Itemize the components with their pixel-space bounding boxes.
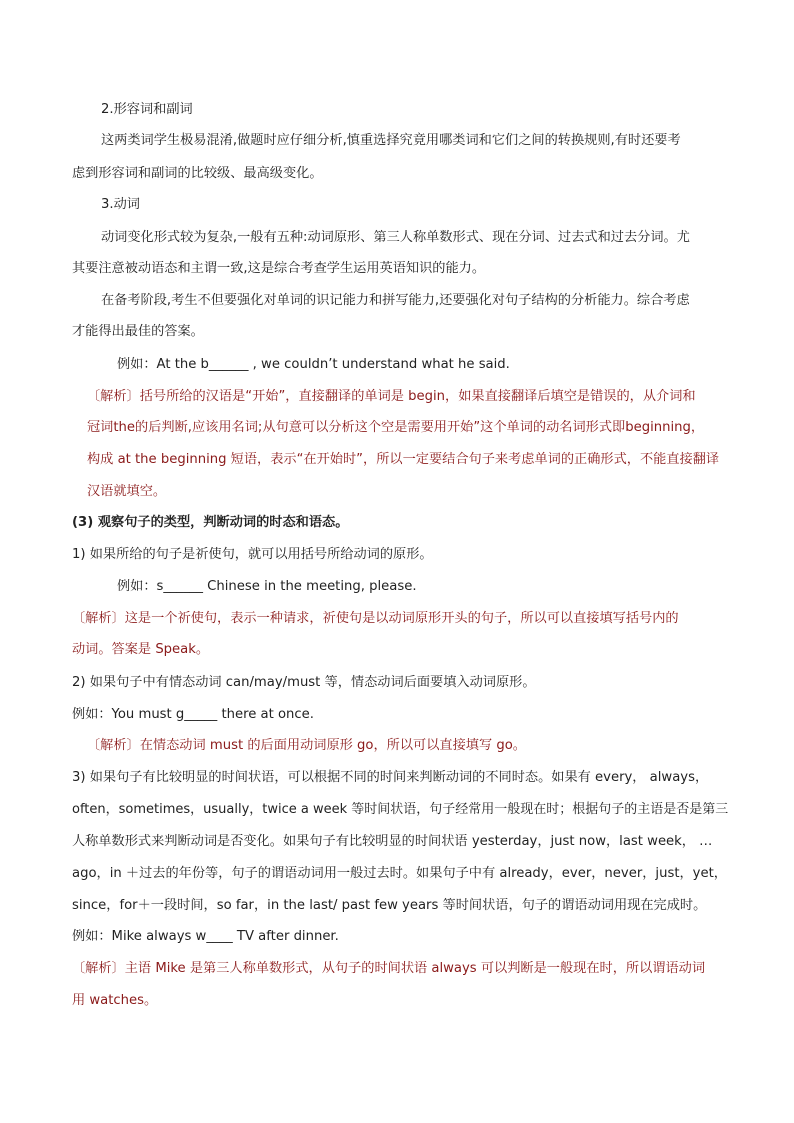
paragraph-line: 这两类词学生极易混淆,做题时应仔细分析,慎重选择究竟用哪类词和它们之间的转换规则,有时还要考 <box>101 133 681 148</box>
rule-line: often，sometimes，usually，twice a week 等时间状语，句子经常用一般现在时；根据句子的主语是否是第三 <box>72 802 729 817</box>
heading-adjectives-adverbs: 2.形容词和副词 <box>101 102 193 117</box>
analysis-line: 〔解析〕在情态动词 must 的后面用动词原形 go，所以可以直接填写 go。 <box>87 738 526 753</box>
analysis-line: 构成 at the beginning 短语，表示“在开始时”，所以一定要结合句子来考虑单词的正确形式，不能直接翻译 <box>87 452 720 467</box>
rule-line: ago，in ＋过去的年份等，句子的谓语动词用一般过去时。如果句子中有 already，ever，never，just，yet， <box>72 866 727 881</box>
analysis-line: 〔解析〕括号所给的汉语是“开始”，直接翻译的单词是 begin，如果直接翻译后填空是错误的，从介词和 <box>87 389 696 404</box>
paragraph-line: 在备考阶段,考生不但要强化对单词的识记能力和拼写能力,还要强化对句子结构的分析能力。综合考虑 <box>101 293 690 308</box>
section-heading: (3) 观察句子的类型，判断动词的时态和语态。 <box>72 515 349 530</box>
analysis-line: 动词。答案是 Speak。 <box>72 642 210 657</box>
paragraph-line: 虑到形容词和副词的比较级、最高级变化。 <box>72 166 323 181</box>
heading-verbs: 3.动词 <box>101 197 140 212</box>
example-sentence: 例如：s______ Chinese in the meeting, please. <box>117 579 417 594</box>
rule-line: 2) 如果句子中有情态动词 can/may/must 等，情态动词后面要填入动词原形。 <box>72 675 536 690</box>
analysis-line: 〔解析〕主语 Mike 是第三人称单数形式，从句子的时间状语 always 可以判断是一般现在时，所以谓语动词 <box>72 961 706 976</box>
analysis-line: 冠词the的后判断,应该用名词;从句意可以分析这个空是需要用开始”这个单词的动名词形式即beginning， <box>87 420 705 435</box>
rule-line: 3) 如果句子有比较明显的时间状语，可以根据不同的时间来判断动词的不同时态。如果有 every， always， <box>72 770 709 785</box>
analysis-line: 〔解析〕这是一个祈使句，表示一种请求，祈使句是以动词原形开头的句子，所以可以直接填写括号内的 <box>72 611 679 626</box>
paragraph-line: 才能得出最佳的答案。 <box>72 324 204 339</box>
example-sentence: 例如：You must g_____ there at once. <box>72 707 314 722</box>
paragraph-line: 动词变化形式较为复杂,一般有五种:动词原形、第三人称单数形式、现在分词、过去式和过去分词。尤 <box>101 230 690 245</box>
analysis-line: 汉语就填空。 <box>87 484 167 499</box>
paragraph-line: 其要注意被动语态和主谓一致,这是综合考查学生运用英语知识的能力。 <box>72 261 486 276</box>
rule-line: since，for＋一段时间，so far，in the last/ past few years 等时间状语，句子的谓语动词用现在完成时。 <box>72 898 707 913</box>
example-sentence: 例如：Mike always w____ TV after dinner. <box>72 929 339 944</box>
example-sentence: 例如：At the b______ , we couldn’t understand what he said. <box>117 357 510 372</box>
rule-line: 1) 如果所给的句子是祈使句，就可以用括号所给动词的原形。 <box>72 547 433 562</box>
analysis-line: 用 watches。 <box>72 993 158 1008</box>
rule-line: 人称单数形式来判断动词是否变化。如果句子有比较明显的时间状语 yesterday，just now，last week， … <box>72 834 713 849</box>
